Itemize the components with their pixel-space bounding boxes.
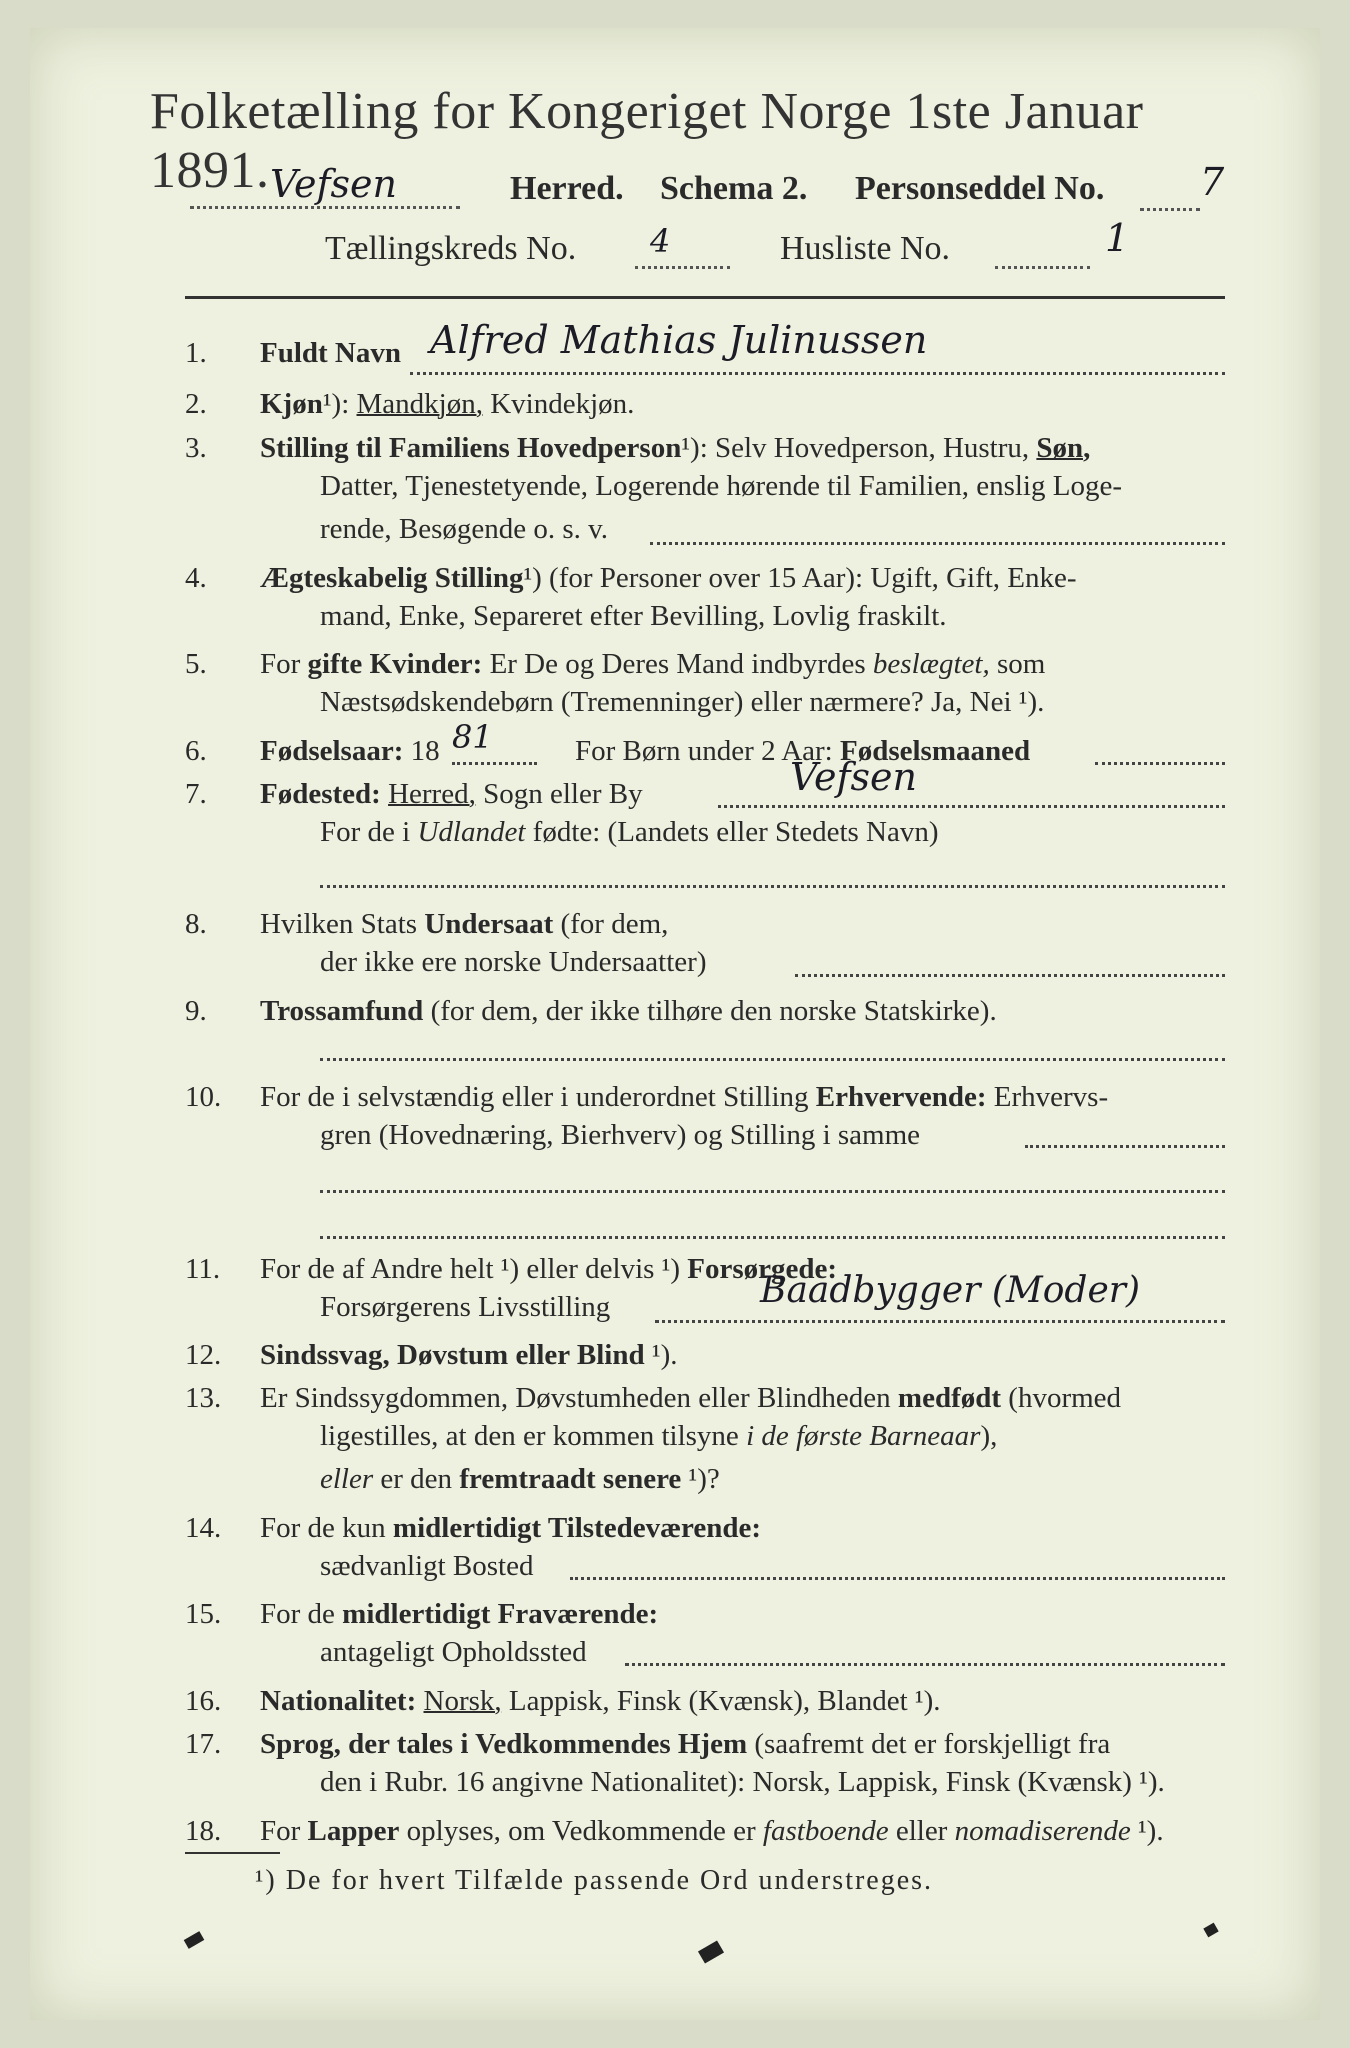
full-name-value: Alfred Mathias Julinussen [430,318,928,362]
nationality-norsk-selected: Norsk, [423,1685,502,1717]
personseddel-value: 7 [1200,160,1225,204]
birth-year-value: 81 [452,718,493,756]
relation-son-selected: Søn, [1036,432,1091,464]
birthplace-herred-selected: Herred, [388,778,476,810]
taellingskreds-label: Tællingskreds No. [325,230,577,267]
schema-label: Schema 2. [660,170,808,207]
form-title: Folketælling for Kongeriget Norge 1ste Januar 1891. [150,83,1144,199]
herred-label: Herred. [510,170,624,207]
footnote: ¹) De for hvert Tilfælde passende Ord understreges. [255,1865,934,1896]
birthplace-value: Vefsen [790,755,917,799]
footnote-rule [185,1852,280,1854]
taellingskreds-value: 4 [650,222,671,260]
herred-value: Vefsen [270,162,397,206]
husliste-value: 1 [1105,216,1130,260]
husliste-label: Husliste No. [780,230,950,267]
gender-male-selected: Mandkjøn, [356,388,483,420]
header-rule [185,296,1225,299]
provider-occupation-value: Baadbygger (Moder) [760,1270,1141,1311]
personseddel-label: Personseddel No. [855,170,1105,207]
full-name-label: Fuldt Navn [260,337,402,369]
